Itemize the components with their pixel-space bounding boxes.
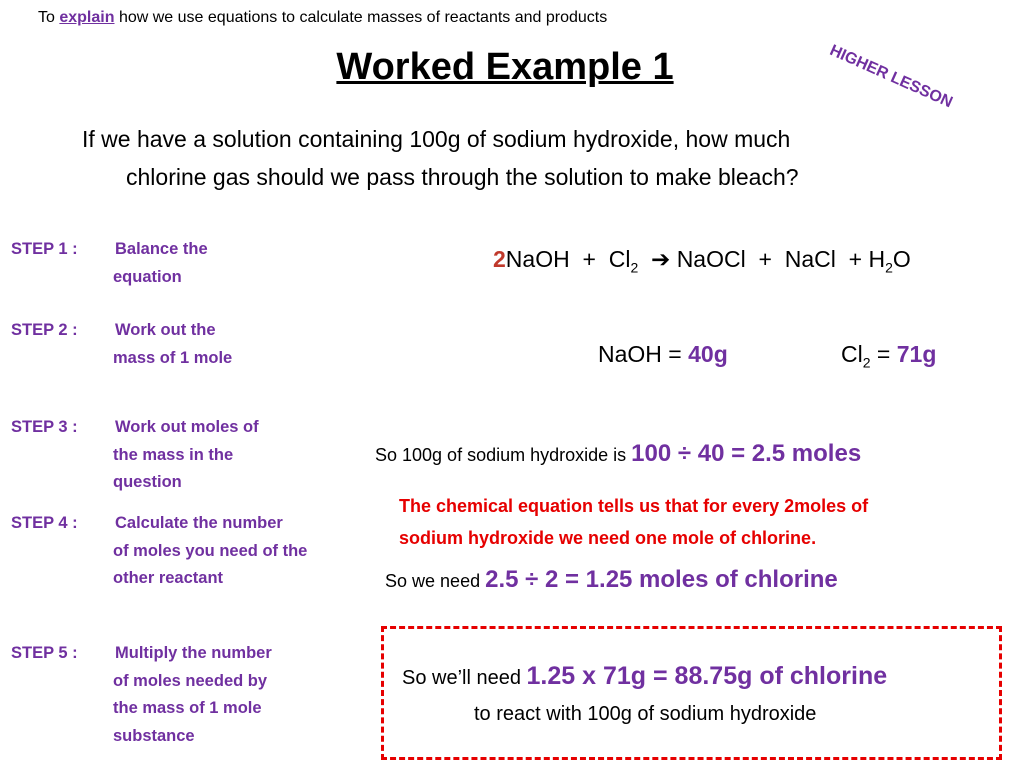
equation-cl: Cl bbox=[608, 246, 631, 272]
naoh-mass-value: 40g bbox=[688, 341, 728, 367]
step-text: Work out moles of bbox=[115, 418, 259, 436]
cl2-mass-subscript: 2 bbox=[862, 354, 871, 371]
step-text: equation bbox=[113, 267, 182, 286]
step-3 bbox=[11, 414, 259, 497]
step-text: other reactant bbox=[113, 569, 224, 587]
equation-naoh: NaOH bbox=[505, 246, 570, 272]
step-text: question bbox=[113, 473, 182, 491]
ratio-note-line-2: sodium hydroxide we need one mole of chlorine. bbox=[399, 528, 817, 548]
answer-prefix: So we’ll need bbox=[402, 667, 521, 689]
question-line-2: chlorine gas should we pass through the solution to make bleach? bbox=[126, 164, 799, 190]
step-text: Multiply the number bbox=[115, 644, 272, 662]
step-text: mass of 1 mole bbox=[113, 348, 233, 367]
moles-calculation bbox=[375, 440, 861, 468]
step-text: the mass in the bbox=[113, 445, 234, 464]
equation-coefficient: 2 bbox=[493, 246, 506, 272]
step-text: Work out the bbox=[115, 321, 216, 339]
step-1 bbox=[11, 236, 208, 291]
page-title-text: Worked Example 1 bbox=[336, 46, 674, 88]
objective-text: how we use equations to calculate masses of reactants and products bbox=[118, 9, 608, 26]
question-text bbox=[82, 120, 972, 196]
equation-naocl: NaOCl bbox=[676, 246, 746, 272]
objective-keyword: explain bbox=[59, 9, 115, 26]
step-text: Calculate the number bbox=[115, 514, 283, 532]
step-label: STEP 4 : bbox=[11, 514, 78, 532]
answer-box bbox=[381, 626, 1002, 760]
cl2-mass-equals: = bbox=[876, 341, 891, 367]
equation-plus: + bbox=[758, 246, 772, 272]
step-2 bbox=[11, 317, 232, 372]
ratio-note bbox=[399, 490, 868, 554]
step-label: STEP 1 : bbox=[11, 240, 78, 258]
moles-prefix: So 100g of sodium hydroxide is bbox=[375, 445, 627, 465]
step-text: of moles you need of the bbox=[113, 541, 308, 560]
objective-prefix: To bbox=[38, 9, 55, 26]
equation-o: O bbox=[892, 246, 911, 272]
equation-cl-subscript: 2 bbox=[630, 259, 639, 276]
moles-result: 100 ÷ 40 = 2.5 moles bbox=[631, 440, 862, 467]
answer-result: 1.25 x 71g = 88.75g of chlorine bbox=[526, 662, 888, 690]
equation-plus: + bbox=[582, 246, 596, 272]
question-line-1: If we have a solution containing 100g of sodium hydroxide, how much bbox=[82, 126, 791, 152]
step-text: the mass of 1 mole bbox=[113, 699, 262, 717]
need-result: 2.5 ÷ 2 = 1.25 moles of chlorine bbox=[485, 566, 838, 593]
answer-line-1 bbox=[402, 662, 887, 691]
step-5 bbox=[11, 640, 272, 750]
equation-nacl: NaCl bbox=[784, 246, 836, 272]
need-prefix: So we bbox=[385, 571, 436, 591]
naoh-mass-label: NaOH = bbox=[598, 341, 682, 367]
balanced-equation bbox=[493, 246, 911, 276]
chlorine-moles-calculation bbox=[385, 566, 838, 594]
step-label: STEP 5 : bbox=[11, 644, 78, 662]
answer-line-2: to react with 100g of sodium hydroxide bbox=[474, 703, 817, 725]
page-title bbox=[0, 46, 1010, 89]
cl2-mass-label: Cl bbox=[841, 341, 863, 367]
learning-objective bbox=[38, 9, 607, 27]
step-label: STEP 3 : bbox=[11, 418, 78, 436]
step-text: of moles needed by bbox=[113, 671, 268, 690]
equation-h: H bbox=[868, 246, 886, 272]
equation-plus: + bbox=[848, 246, 863, 272]
cl2-molar-mass bbox=[841, 341, 936, 371]
higher-lesson-badge: HIGHER LESSON bbox=[827, 42, 956, 112]
step-text: substance bbox=[113, 726, 195, 745]
step-4 bbox=[11, 510, 307, 593]
step-label: STEP 2 : bbox=[11, 321, 78, 339]
naoh-molar-mass bbox=[598, 341, 728, 368]
equation-h-subscript: 2 bbox=[885, 259, 893, 276]
reaction-arrow-icon: ➔ bbox=[651, 246, 671, 272]
need-word: need bbox=[440, 571, 481, 591]
cl2-mass-value: 71g bbox=[896, 341, 937, 367]
step-text: Balance the bbox=[115, 240, 208, 258]
ratio-note-line-1: The chemical equation tells us that for every 2moles of bbox=[399, 496, 869, 516]
